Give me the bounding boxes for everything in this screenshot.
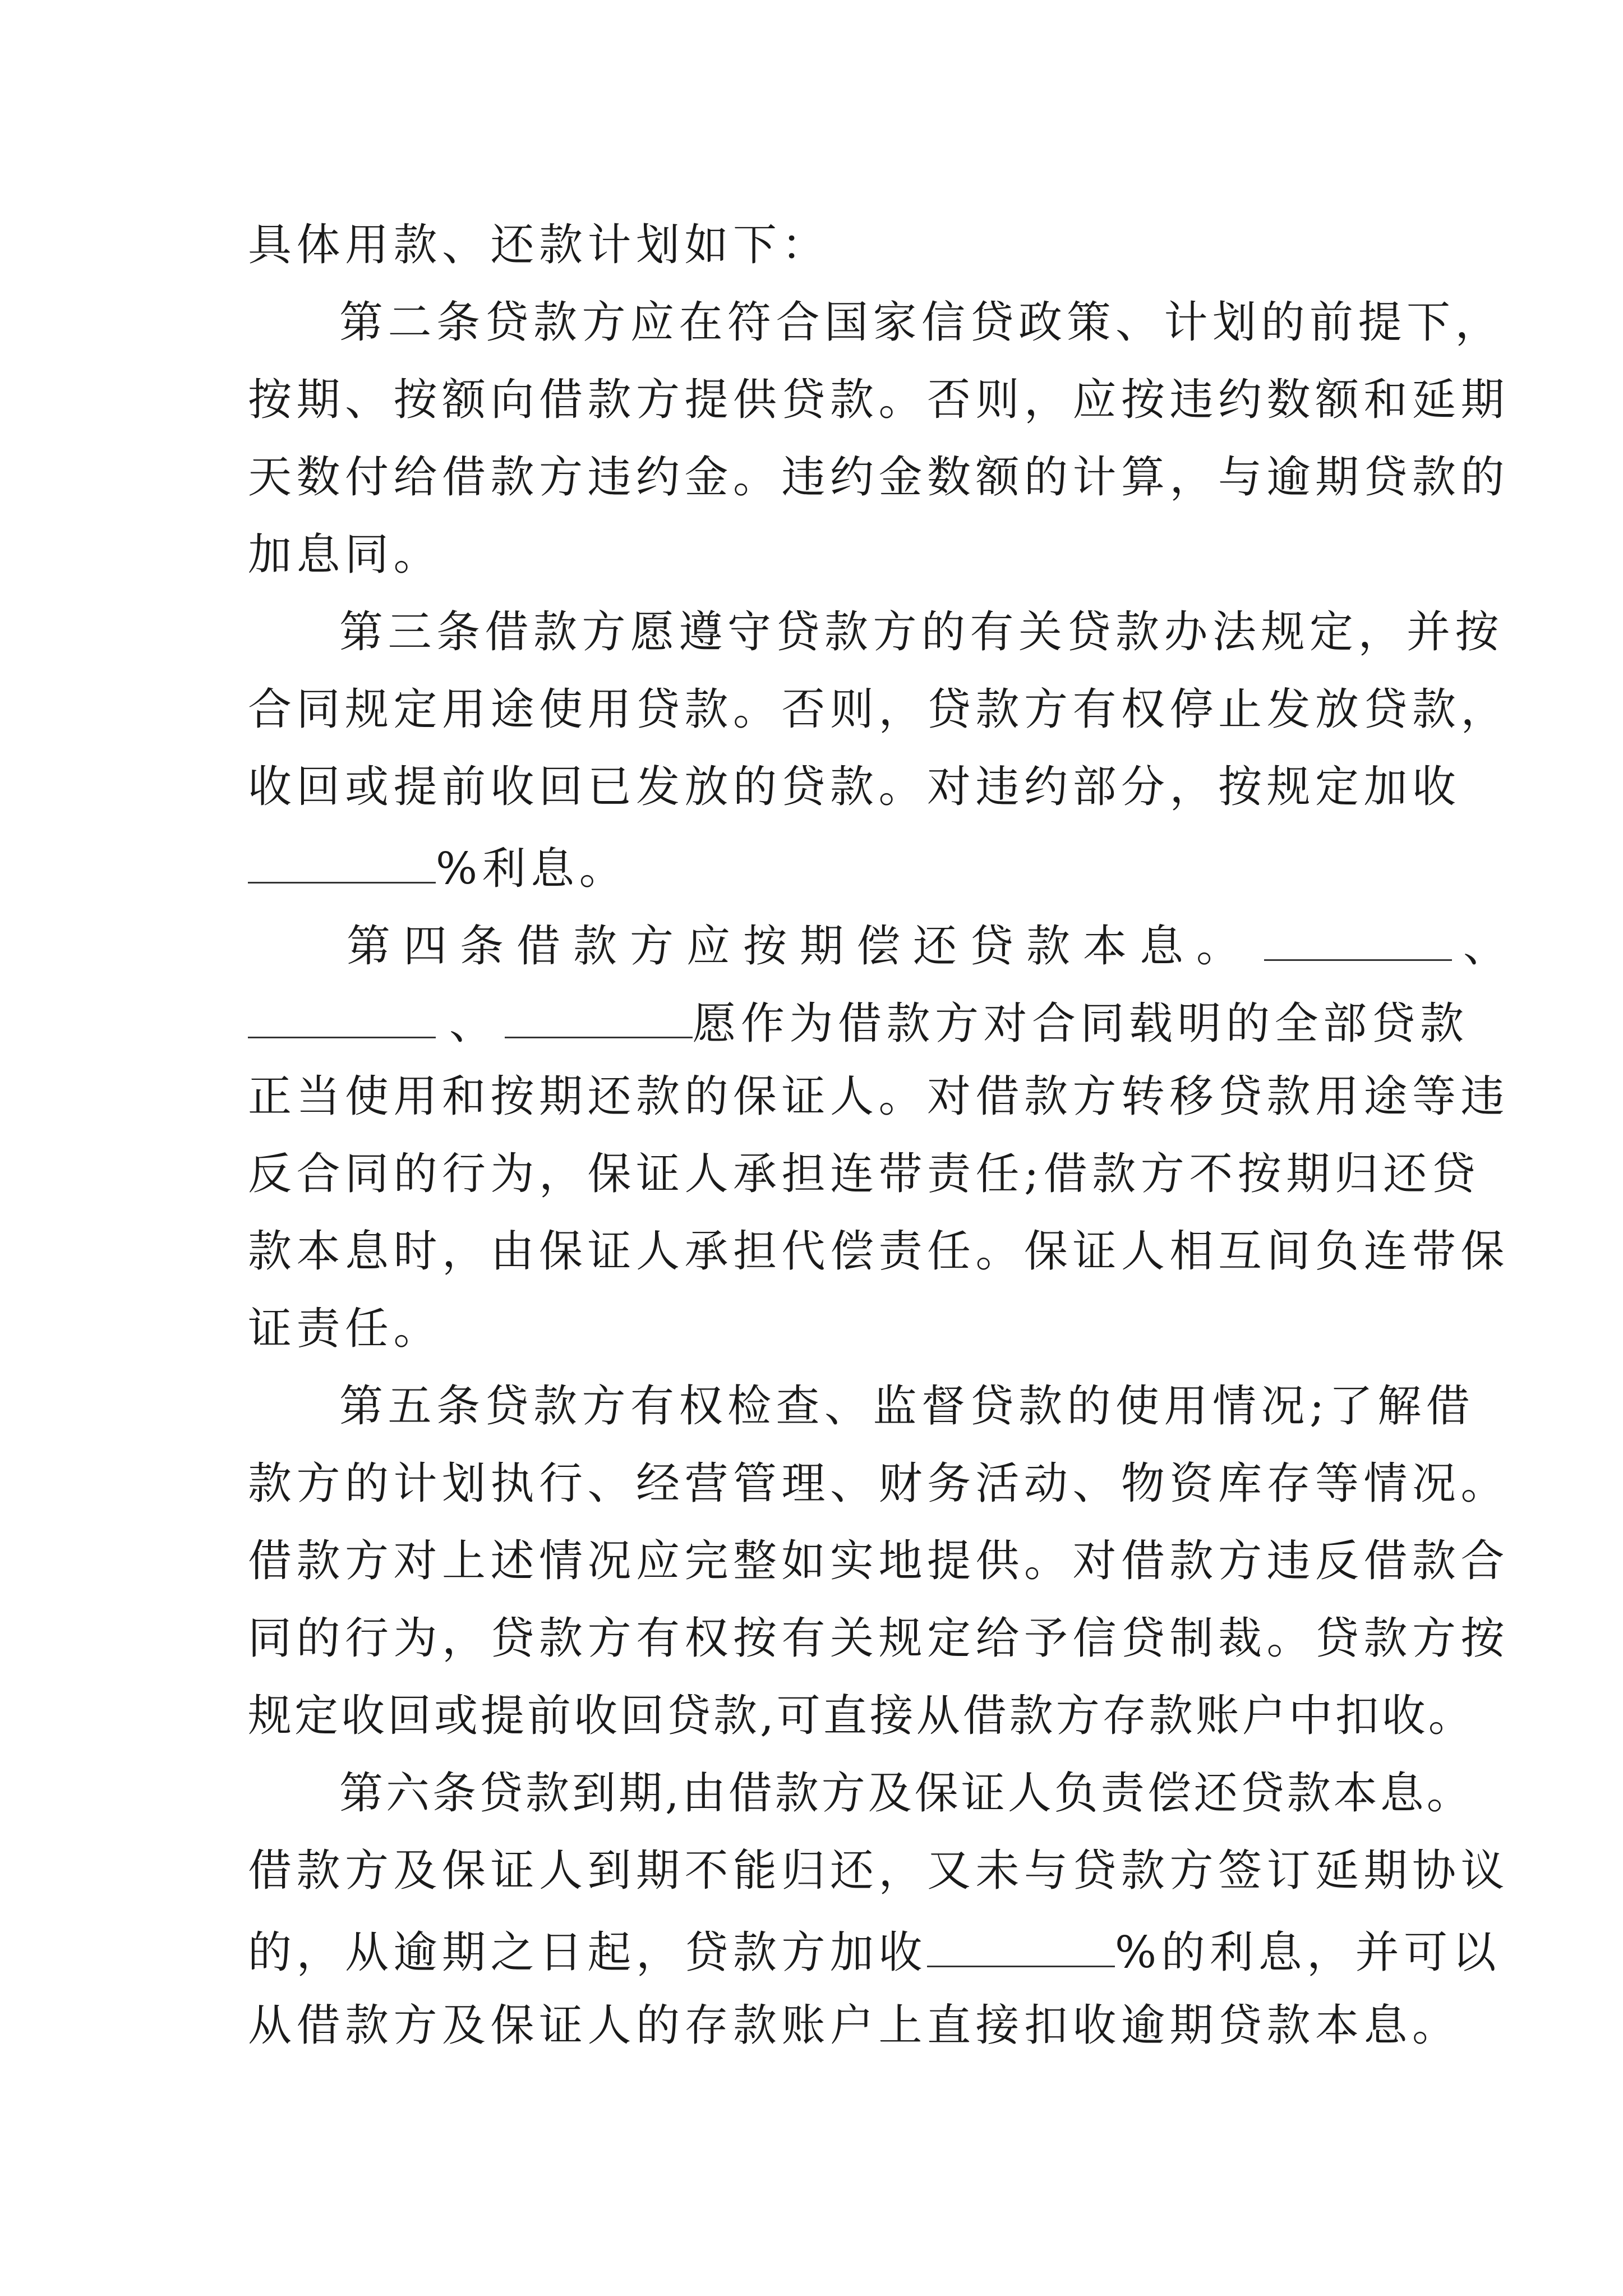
text-fragment: 愿作为借款方对合同载明的全部贷款 xyxy=(692,999,1469,1049)
article-4-first-line xyxy=(347,920,1520,972)
text-line: 天数付给借款方违约金。违约金数额的计算，与逾期贷款的 xyxy=(248,452,1510,503)
fill-in-blank xyxy=(248,843,436,884)
text-line: 具体用款、还款计划如下： xyxy=(248,220,831,270)
text-line: 正当使用和按期还款的保证人。对借款方转移贷款用途等违 xyxy=(248,1071,1510,1122)
article-5-first-line: 第五条贷款方有权检查、监督贷款的使用情况;了解借 xyxy=(339,1381,1475,1432)
text-line: 款方的计划执行、经营管理、财务活动、物资库存等情况。 xyxy=(248,1458,1510,1509)
text-line: 合同规定用途使用贷款。否则，贷款方有权停止发放贷款， xyxy=(248,684,1510,735)
text-line: 反合同的行为，保证人承担连带责任;借款方不按期归还贷 xyxy=(248,1149,1481,1199)
text-line xyxy=(248,843,628,894)
text-line: 借款方对上述情况应完整如实地提供。对借款方违反借款合 xyxy=(248,1536,1510,1586)
fill-in-blank xyxy=(927,1926,1115,1967)
text-fragment: %的利息，并可以 xyxy=(1115,1927,1501,1978)
text-line xyxy=(248,997,1469,1049)
text-line: 证责任。 xyxy=(248,1304,442,1354)
text-fragment: 第四条借款方应按期偿还贷款本息。 xyxy=(347,921,1253,972)
article-6-first-line: 第六条贷款到期,由借款方及保证人负责偿还贷款本息。 xyxy=(339,1768,1473,1819)
text-line: 同的行为，贷款方有权按有关规定给予信贷制裁。贷款方按 xyxy=(248,1613,1510,1664)
text-fragment: 的，从逾期之日起，贷款方加收 xyxy=(248,1927,928,1978)
fill-in-blank xyxy=(505,997,693,1038)
fill-in-blank xyxy=(1264,920,1452,961)
article-3-first-line: 第三条借款方愿遵守贷款方的有关贷款办法规定，并按 xyxy=(339,607,1504,657)
text-fragment: 、 xyxy=(1463,921,1520,972)
text-line: 款本息时，由保证人承担代偿责任。保证人相互间负连带保 xyxy=(248,1226,1510,1277)
text-line: 加息同。 xyxy=(248,530,442,580)
text-line: 从借款方及保证人的存款账户上直接扣收逾期贷款本息。 xyxy=(248,2000,1461,2051)
text-line xyxy=(248,1926,1501,1978)
text-fragment: %利息。 xyxy=(436,844,628,894)
fill-in-blank xyxy=(248,997,436,1038)
article-2-first-line: 第二条贷款方应在符合国家信贷政策、计划的前提下， xyxy=(339,297,1504,348)
text-line: 收回或提前收回已发放的贷款。对违约部分，按规定加收 xyxy=(248,762,1461,812)
text-line: 按期、按额向借款方提供贷款。否则，应按违约数额和延期 xyxy=(248,375,1510,425)
text-fragment: 、 xyxy=(449,999,498,1049)
text-line: 借款方及保证人到期不能归还，又未与贷款方签订延期协议 xyxy=(248,1846,1510,1896)
text-line: 规定收回或提前收回贷款,可直接从借款方存款账户中扣收。 xyxy=(248,1691,1475,1741)
